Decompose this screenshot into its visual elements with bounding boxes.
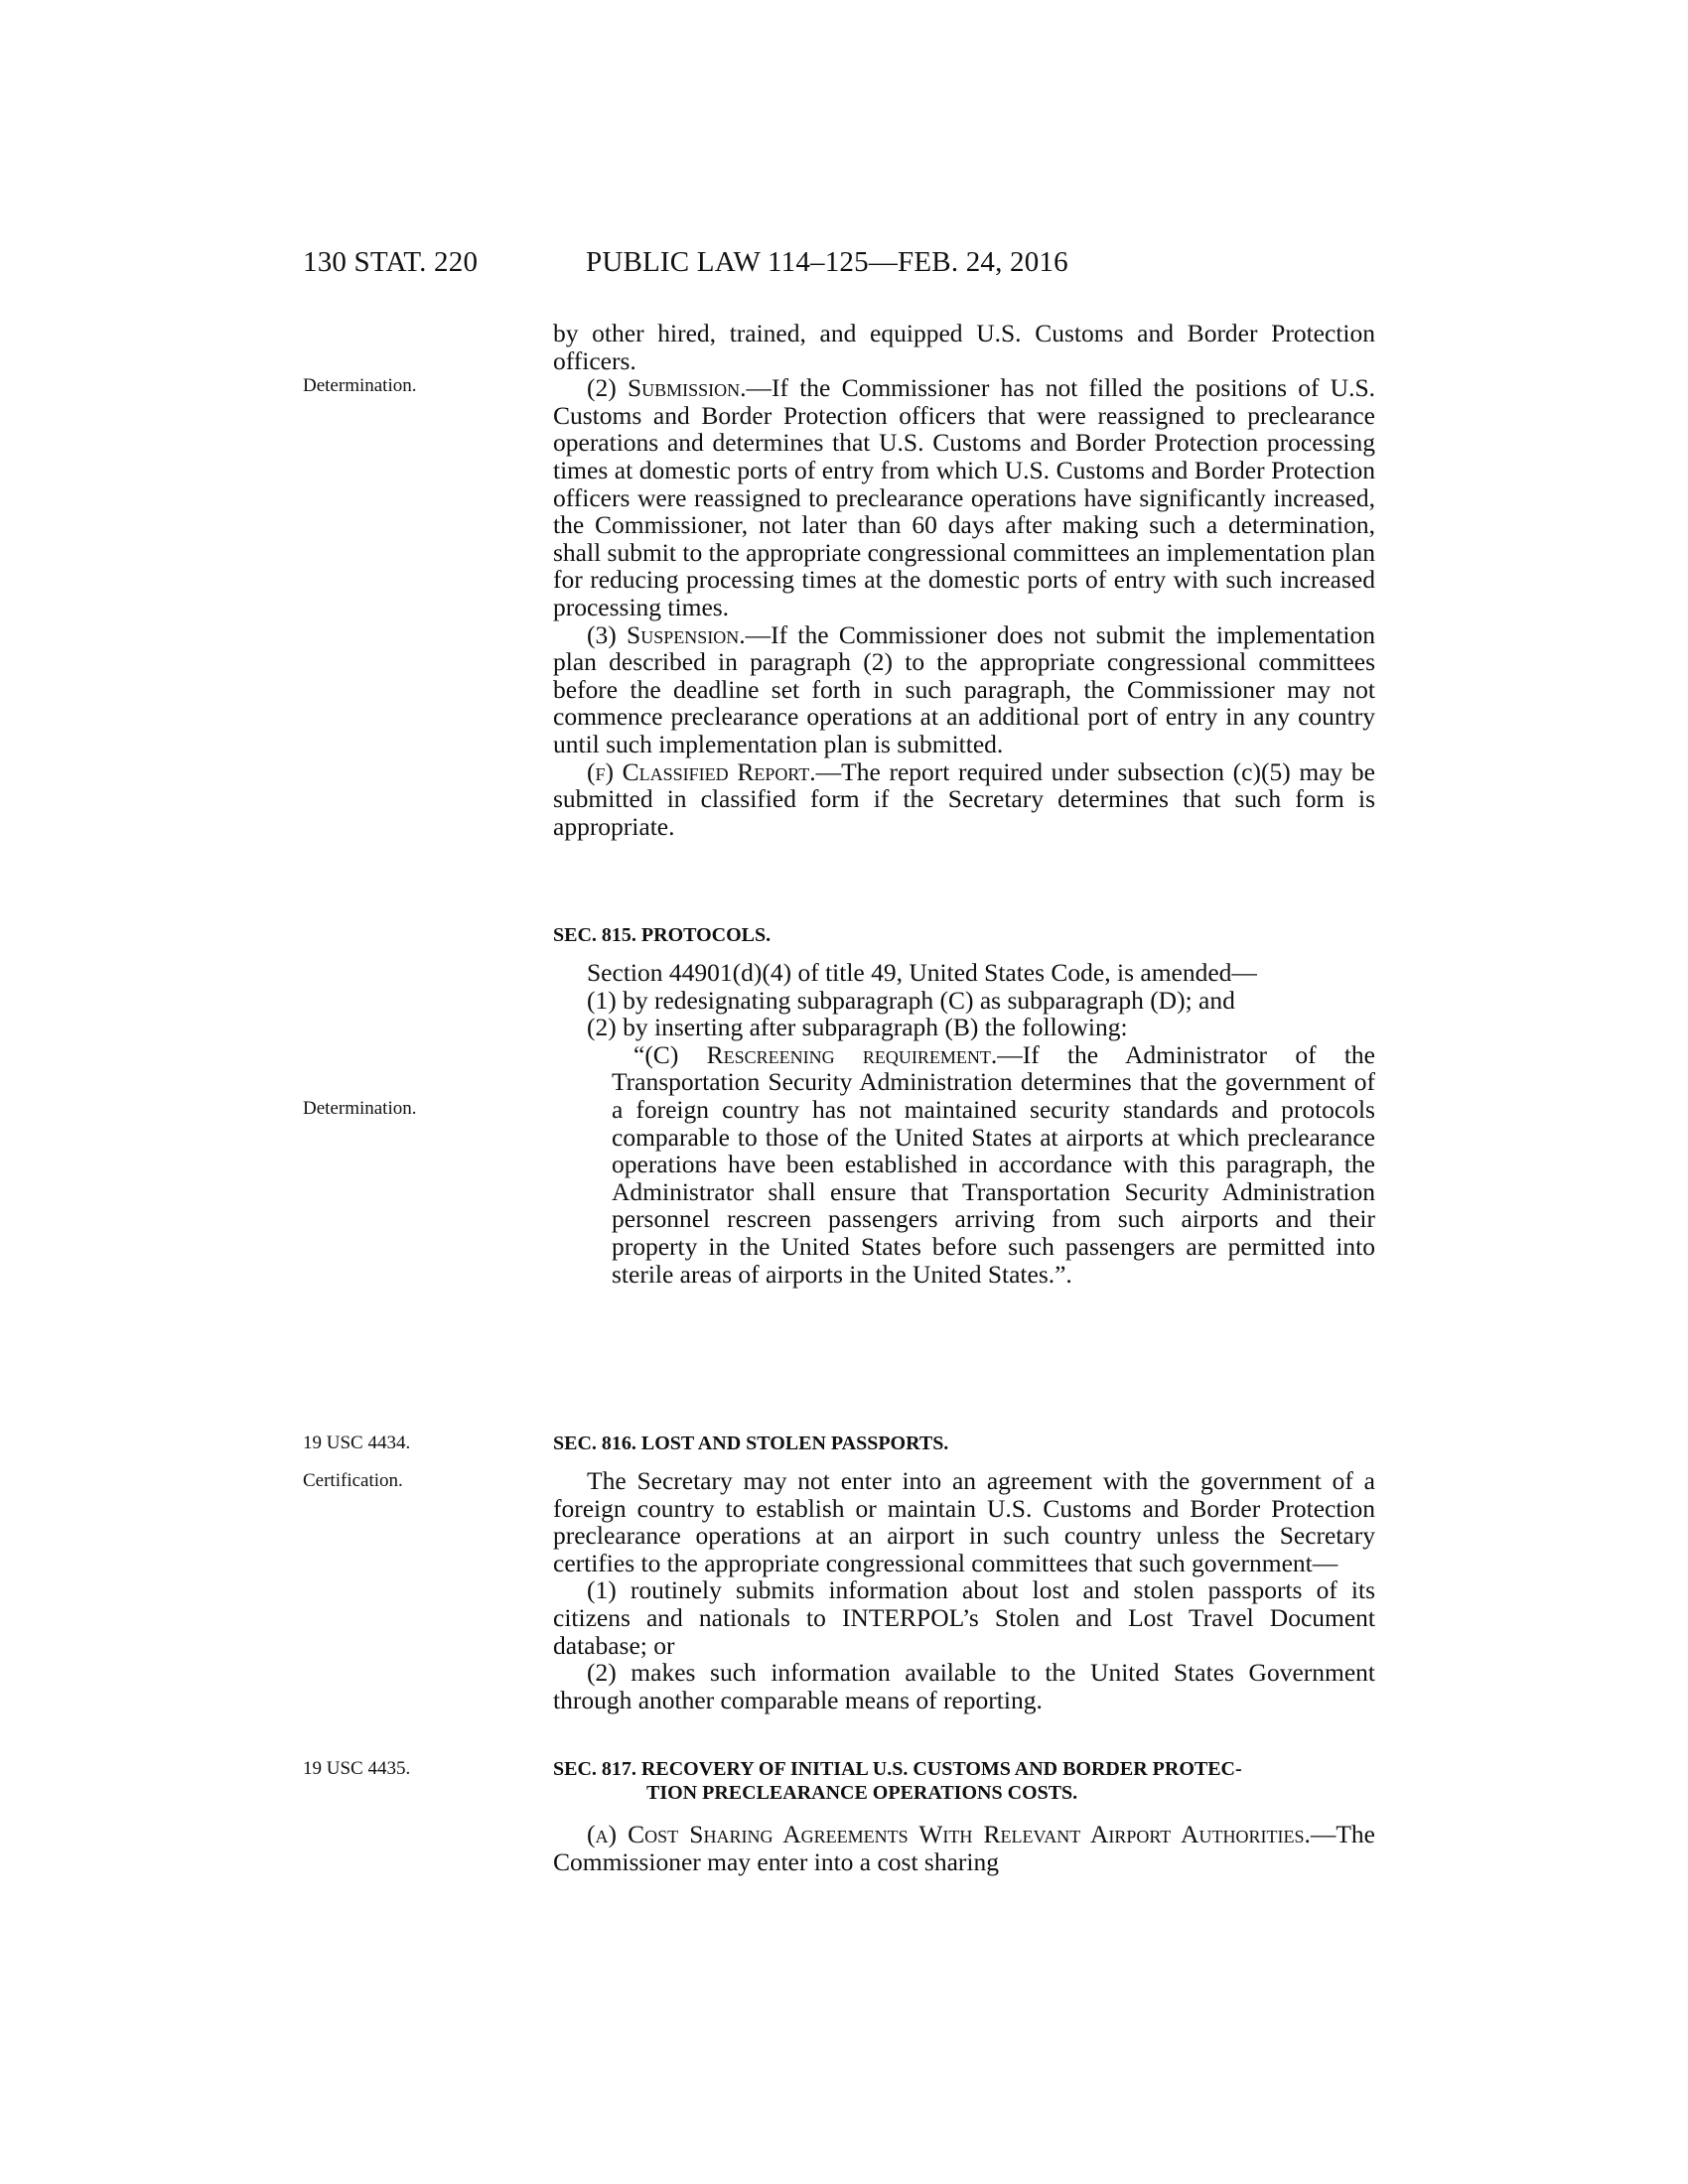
paragraph-text: —If the Commissioner has not filled the positions of U.S. Customs and Border Protection officers that were reassigned to preclearance operations and determines that U.S. Customs and Border Protection processing times at domestic ports of entry from which U.S. Customs and Border Protection officers were reassigned to preclearance operations have significantly increased, the Commissioner, not later than 60 days after making such a determination, shall submit to the appropriate congressional committees an implementation plan for reducing processing times at the domestic ports of entry with such increased processing times. — [553, 373, 1375, 621]
section-816 — [553, 1432, 1375, 1455]
stat-page-number: 130 STAT. 220 — [303, 246, 479, 278]
section-817-body — [553, 1821, 1375, 1875]
paragraph-text: —The Commissioner may enter into a cost sharing — [553, 1820, 1375, 1876]
section-heading: SEC. 817. RECOVERY OF INITIAL U.S. CUSTOMS AND BORDER PROTEC- — [553, 1758, 1242, 1780]
list-item — [553, 987, 1375, 1015]
section-heading: SEC. 815. PROTOCOLS. — [553, 924, 772, 946]
section-815-body — [553, 959, 1375, 1288]
paragraph-classified-report — [553, 758, 1375, 841]
list-item — [553, 1014, 1375, 1041]
margin-note-usc-citation: 19 USC 4435. — [303, 1758, 411, 1779]
list-item-text: (1) by redesignating subparagraph (C) as subparagraph (D); and — [587, 985, 1235, 1015]
paragraph-label: (3) Suspension. — [587, 619, 746, 649]
paragraph-cost-sharing — [553, 1821, 1375, 1875]
paragraph-text: —If the Commissioner does not submit the implementation plan described in paragraph (2) to the appropriate congressional committees before the deadline set forth in such paragraph, the Commissioner may not commence preclearance operations at an additional port of entry in any country until such implementation plan is submitted. — [553, 619, 1375, 758]
paragraph-suspension — [553, 621, 1375, 758]
paragraph-text: —The report required under subsection (c)(5) may be submitted in classified form if the Secretary determines that such form is appropriate. — [553, 756, 1375, 841]
section-815 — [553, 923, 1375, 947]
paragraph-label: (a) Cost Sharing Agreements With Relevant Airport Authorities. — [587, 1820, 1311, 1848]
list-item: (2) makes such information available to the United States Government through another comparable means of reporting. — [553, 1658, 1375, 1714]
margin-note-determination: Determination. — [303, 1098, 417, 1119]
paragraph-submission — [553, 374, 1375, 620]
section-intro: The Secretary may not enter into an agreement with the government of a foreign country to establish or maintain U.S. Customs and Border Protection preclearance operations at an airport in such country unless the Secretary certifies to the appropriate congressional committees that such government— — [553, 1466, 1375, 1577]
paragraph-text: —If the Administrator of the Transportation Security Administration determines that the government of a foreign country has not maintained security standards and protocols comparable to those of the United States at airports at which preclearance operations have been established in accordance with this paragraph, the Administrator shall ensure that Transportation Security Administration personnel rescreen passengers arriving from such airports and their property in the United States before such passengers are permitted into sterile areas of airports in the United States.”. — [612, 1039, 1375, 1289]
page-header-title: PUBLIC LAW 114–125—FEB. 24, 2016 — [586, 246, 1068, 278]
section-817 — [553, 1757, 1375, 1805]
section-heading-continued: TION PRECLEARANCE OPERATIONS COSTS. — [646, 1782, 1078, 1804]
margin-note-usc-citation: 19 USC 4434. — [303, 1433, 411, 1453]
paragraph-label: “(C) Rescreening requirement. — [633, 1039, 998, 1069]
section-heading: SEC. 816. LOST AND STOLEN PASSPORTS. — [553, 1433, 949, 1454]
paragraph-continuation: by other hired, trained, and equipped U.S. Customs and Border Protection officers. — [553, 319, 1375, 375]
list-item: (1) routinely submits information about lost and stolen passports of its citizens and nationals to INTERPOL’s Stolen and Lost Travel Document database; or — [553, 1575, 1375, 1660]
paragraph-label: (2) Submission. — [587, 373, 747, 403]
section-intro: Section 44901(d)(4) of title 49, United States Code, is amended— — [587, 958, 1257, 987]
text-column-top — [553, 320, 1375, 840]
margin-note-certification: Certification. — [303, 1470, 403, 1491]
list-item-text: (2) by inserting after subparagraph (B) the following: — [587, 1013, 1128, 1042]
quoted-subparagraph — [553, 1041, 1375, 1288]
paragraph-label: (f) Classified Report. — [587, 756, 816, 786]
section-816-body — [553, 1467, 1375, 1713]
margin-note-determination: Determination. — [303, 375, 417, 396]
